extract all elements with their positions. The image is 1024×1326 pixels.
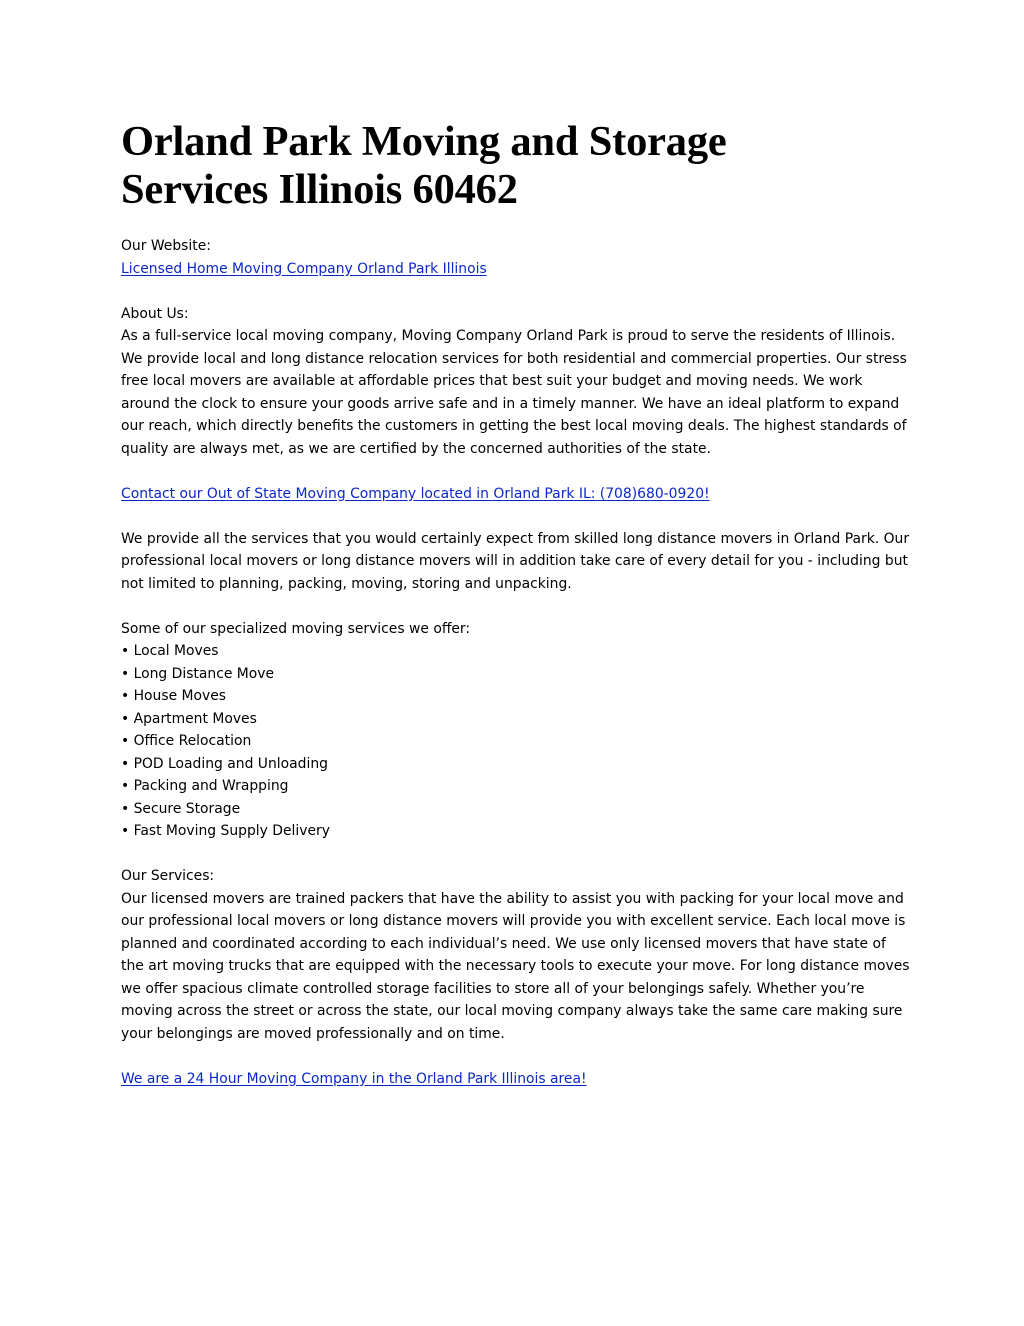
website-label: Our Website:: [121, 238, 211, 254]
spacer: [121, 460, 911, 483]
contact-paragraph: [121, 483, 911, 506]
spacer: [121, 843, 911, 866]
list-item: • Secure Storage: [121, 798, 911, 821]
spacer: [121, 595, 911, 618]
list-item: • Office Relocation: [121, 730, 911, 753]
services-intro: We provide all the services that you would certainly expect from skilled long distance movers in Orland Park. Our professional local movers or long distance movers will in addition take care of every detail for you - including but not limited to planning, packing, moving, storing and unpacking.: [121, 530, 910, 592]
website-link[interactable]: Licensed Home Moving Company Orland Park Illinois: [121, 260, 487, 277]
spacer: [121, 280, 911, 303]
specialized-services-list: [121, 640, 911, 843]
list-item: • Fast Moving Supply Delivery: [121, 820, 911, 843]
our-services-label: Our Services:: [121, 868, 215, 884]
spacer: [121, 1045, 911, 1068]
website-paragraph: [121, 258, 911, 281]
document-body: [121, 235, 911, 1090]
list-item: • POD Loading and Unloading: [121, 753, 911, 776]
list-item: • Long Distance Move: [121, 663, 911, 686]
spacer: [121, 505, 911, 528]
about-label: About Us:: [121, 305, 189, 322]
footer-paragraph: [121, 1068, 911, 1091]
list-item: • Packing and Wrapping: [121, 775, 911, 798]
list-item: • House Moves: [121, 685, 911, 708]
list-item: • Local Moves: [121, 640, 911, 663]
list-item: • Apartment Moves: [121, 708, 911, 731]
our-services-text: Our licensed movers are trained packers that have the ability to assist you with packing for your local move and our professional local movers or long distance movers will provide you with excellent service. Each local move is planned and coordinated according to each individual’s need. We use only licensed movers that have state of the art moving trucks that are equipped with the necessary tools to execute your move. For long distance moves we offer spacious climate controlled storage facilities to store all of your belongings safely. Whether you’re moving across the street or across the state, our local moving company always take the same care making sure your belongings are moved professionally and on time.: [121, 890, 910, 1042]
document-page: [121, 118, 911, 1090]
specialized-label: Some of our specialized moving services we offer:: [121, 620, 471, 637]
footer-link[interactable]: We are a 24 Hour Moving Company in the Orland Park Illinois area!: [121, 1070, 587, 1087]
title-line-1: Orland Park Moving and Storage: [121, 118, 727, 165]
about-text: As a full-service local moving company, Moving Company Orland Park is proud to serve the residents of Illinois. We provide local and long distance relocation services for both residential and commercial properties. Our stress free local movers are available at affordable prices that best suit your budget and moving needs. We work around the clock to ensure your goods arrive safe and in a timely manner. We have an ideal platform to expand our reach, which directly benefits the customers in getting the best local moving deals. The highest standards of quality are always met, as we are certified by the concerned authorities of the state.: [121, 328, 907, 457]
contact-link[interactable]: Contact our Out of State Moving Company located in Orland Park IL: (708)680-0920!: [121, 485, 710, 502]
title-line-2: Services Illinois 60462: [121, 166, 518, 213]
page-title: [121, 118, 911, 214]
